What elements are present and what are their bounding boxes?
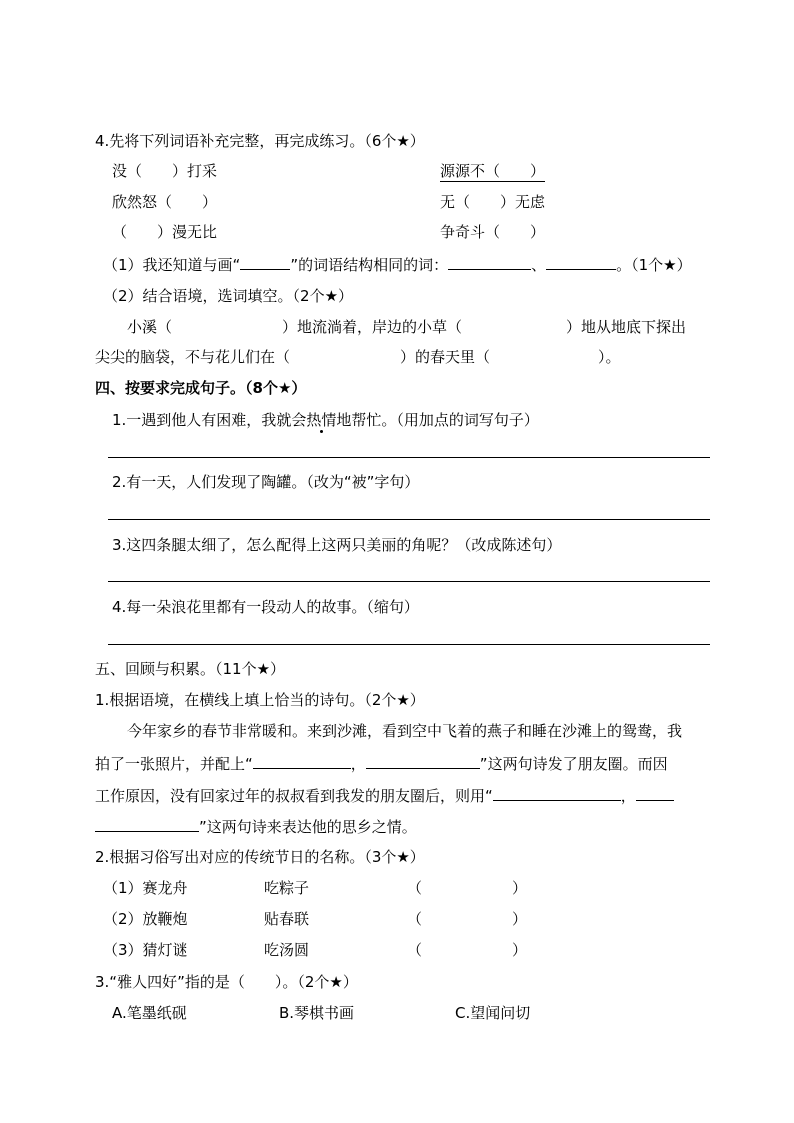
custom-1: （2）放鞭炮 (103, 910, 188, 928)
para-text: 尖尖的脑袋，不与花儿们在（ (95, 348, 291, 366)
para-text: ）地从地底下探出 (566, 318, 687, 336)
s5-q1-title: 1.根据语境，在横线上填上恰当的诗句。（2个★） (95, 691, 425, 709)
sub1-sep: 、 (531, 256, 547, 274)
festival-answer-3[interactable]: （ ） (407, 941, 528, 959)
festival-answer-2[interactable]: （ ） (407, 910, 528, 928)
word-blank-6: 争奇斗（ ） (440, 223, 546, 241)
custom-1: （3）猜灯谜 (103, 941, 188, 959)
s5-q3-title: 3.“雅人四好”指的是（ ）。（2个★） (95, 973, 358, 991)
s5-q1-line3 (95, 785, 674, 806)
s5-q1-line2 (95, 753, 668, 774)
sub1-text-b: ”的词语结构相同的词： (290, 256, 449, 274)
option-c[interactable]: C.望闻问切 (455, 1004, 531, 1022)
q1-text: 拍了一张照片，并配上“ (95, 755, 253, 773)
section-4-title: 四、按要求完成句子。（8个★） (95, 379, 307, 397)
answer-line-2[interactable] (108, 519, 710, 520)
custom-2: 吃汤圆 (264, 941, 310, 959)
q4-title: 4.先将下列词语补充完整，再完成练习。（6个★） (95, 132, 425, 150)
s4-item-4: 4.每一朵浪花里都有一段动人的故事。（缩句） (112, 598, 419, 616)
sub1-end: 。（1个★） (616, 256, 692, 274)
custom-2: 吃粽子 (264, 879, 310, 897)
para-text: 小溪（ (127, 318, 173, 336)
answer-line-3[interactable] (108, 581, 710, 582)
s4-item-1-text-a: 1.一遇到他人有困难，我就会 (112, 411, 307, 429)
q1-comma: ， (350, 755, 366, 773)
q1-text: 工作原因，没有回家过年的叔叔看到我发的朋友圈后，则用“ (95, 787, 493, 805)
q4-sub2: （2）结合语境，选词填空。（2个★） (103, 287, 354, 305)
s5-q2-title: 2.根据习俗写出对应的传统节日的名称。（3个★） (95, 848, 425, 866)
s4-item-1 (112, 410, 539, 430)
word-blank-1: 没（ ）打采 (112, 162, 218, 180)
q1-text: ”这两句诗来表达他的思乡之情。 (199, 818, 417, 836)
option-b[interactable]: B.琴棋书画 (279, 1004, 355, 1022)
q1-comma: ， (620, 787, 636, 805)
sub1-answer-blank-2[interactable] (546, 254, 616, 270)
para-text: ）的春天里（ (400, 348, 491, 366)
s4-item-3: 3.这四条腿太细了，怎么配得上这两只美丽的角呢？（改成陈述句） (112, 536, 562, 554)
sub1-blank-underlined[interactable] (240, 254, 290, 270)
word-blank-5: （ ）漫无比 (112, 223, 218, 241)
custom-2: 贴春联 (264, 910, 310, 928)
answer-line-1[interactable] (108, 457, 710, 458)
sub1-answer-blank-1[interactable] (448, 254, 531, 270)
s5-q1-line1: 今年家乡的春节非常暖和。来到沙滩，看到空中飞着的燕子和睡在沙滩上的鸳鸯，我 (127, 722, 683, 740)
s4-item-1-text-c: 地帮忙。（用加点的词写句子） (336, 411, 539, 429)
poem-blank-1[interactable] (253, 753, 351, 769)
q4-sub1 (103, 254, 692, 275)
para-text: ）。 (598, 348, 621, 366)
custom-1: （1）赛龙舟 (103, 879, 188, 897)
s4-item-1-dotted-word: 热情 (306, 411, 337, 429)
festival-answer-1[interactable]: （ ） (407, 879, 528, 897)
para-text: ）地流淌着，岸边的小草（ (282, 318, 463, 336)
option-a[interactable]: A.笔墨纸砚 (112, 1004, 187, 1022)
q4-para-line2 (95, 347, 621, 367)
poem-blank-3[interactable] (493, 785, 621, 801)
word-blank-2: 源源不（ ） (440, 162, 546, 180)
section-5-title: 五、回顾与积累。（11个★） (95, 660, 286, 678)
word-blank-4: 无（ ）无虑 (440, 193, 546, 211)
poem-blank-2[interactable] (366, 753, 480, 769)
poem-blank-4[interactable] (636, 785, 674, 801)
q1-text: ”这两句诗发了朋友圈。而因 (479, 755, 668, 773)
poem-blank-4-cont[interactable] (95, 816, 199, 832)
word-blank-3: 欣然怒（ ） (112, 193, 218, 211)
answer-line-4[interactable] (108, 644, 710, 645)
q4-para-line1 (127, 317, 686, 337)
sub1-text-a: （1）我还知道与画“ (103, 256, 241, 274)
s5-q1-line4 (95, 816, 417, 837)
s4-item-2: 2.有一天，人们发现了陶罐。（改为“被”字句） (112, 473, 420, 491)
